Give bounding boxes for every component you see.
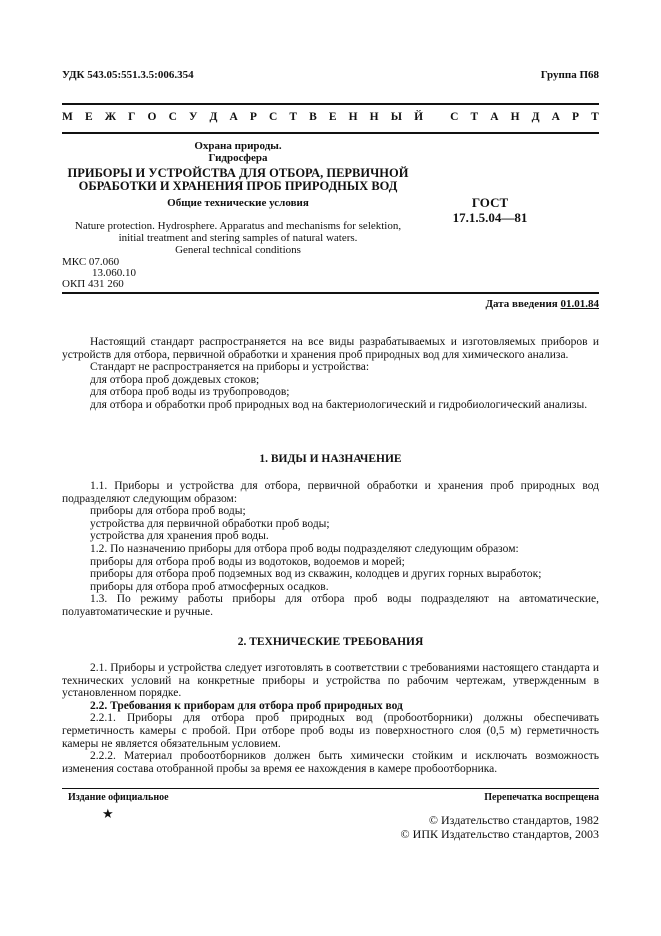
gost-number: 17.1.5.04—81 xyxy=(452,210,528,225)
title-letter: Г xyxy=(128,111,136,123)
section-2-paragraph-2: 2.2.1. Приборы для отбора проб природных вод (пробоотборники) должны обеспечивать герметичность камеры с пробой. При отборе проб воды из поверхностного слоя (0,5 м) герметичность камеры не является обязательным условием. xyxy=(62,712,599,750)
title-letter: Т xyxy=(470,111,479,123)
date-label: Дата введения xyxy=(485,298,558,310)
title-letter: Т xyxy=(289,111,298,123)
section-1-paragraph-4: устройства для хранения проб воды. xyxy=(90,530,269,543)
english-title-1: Nature protection. Hydrosphere. Apparatus and mechanisms for selektion, xyxy=(74,220,402,232)
date-introduction xyxy=(485,298,599,310)
title-letter: М xyxy=(62,111,73,123)
star-icon: ★ xyxy=(102,806,114,821)
title-line-2: Гидросфера xyxy=(208,152,268,164)
title-letter: У xyxy=(188,111,198,123)
section-2-paragraph-1: 2.1. Приборы и устройства следует изготовлять в соответствии с требованиями настоящего стандарта и технических условий на конкретные приборы и устройства по рабочим чертежам, утвержденным в установленном порядке. xyxy=(62,662,599,700)
section-1-heading: 1. ВИДЫ И НАЗНАЧЕНИЕ xyxy=(259,453,402,465)
main-title-1: ПРИБОРЫ И УСТРОЙСТВА ДЛЯ ОТБОРА, ПЕРВИЧНОЙ xyxy=(67,166,409,180)
title-letter: Й xyxy=(414,111,424,123)
section-1-body xyxy=(62,480,599,619)
mks-code-2: 13.060.10 xyxy=(92,267,136,279)
section-1-paragraph-6: приборы для отбора проб воды из водотоков, водоемов и морей; xyxy=(90,555,405,568)
title-letter: Р xyxy=(572,111,580,123)
interstate-title xyxy=(62,111,599,123)
reprint-prohibited: Перепечатка воспрещена xyxy=(484,792,599,803)
footer-rule xyxy=(62,788,599,789)
title-letter: А xyxy=(490,111,499,123)
copyright-2: © ИПК Издательство стандартов, 2003 xyxy=(400,827,599,841)
codes-rule xyxy=(62,292,599,294)
section-1-paragraph-7: приборы для отбора проб подземных вод из скважин, колодцев и других горных выработок; xyxy=(90,568,542,581)
section-1-paragraph-9: 1.3. По режиму работы приборы для отбора проб воды подразделяют на автоматические, полуавтоматические и ручные. xyxy=(62,593,599,618)
title-letter: Т xyxy=(591,111,599,123)
title-letter: Е xyxy=(84,111,93,123)
udk-code: УДК 543.05:551.3.5:006.354 xyxy=(62,69,194,81)
title-letter: О xyxy=(147,111,157,123)
intro-paragraph-5: для отбора и обработки проб природных вод на бактериологический и гидробиологический анализы. xyxy=(90,398,588,411)
title-letter: Р xyxy=(249,111,257,123)
section-1-paragraph-1: 1.1. Приборы и устройства для отбора, первичной обработки и хранения проб природных вод подразделяют следующим образом: xyxy=(62,480,599,505)
section-1-paragraph-2: приборы для отбора проб воды; xyxy=(90,505,246,518)
english-title-3: General technical conditions xyxy=(175,244,301,256)
title-letter: Ы xyxy=(390,111,402,123)
title-letter: С xyxy=(269,111,278,123)
gost-label: ГОСТ xyxy=(471,195,509,210)
section-1-paragraph-3: устройства для первичной обработки проб воды; xyxy=(90,517,330,530)
subtitle: Общие технические условия xyxy=(167,197,309,209)
intro-paragraph-1: Настоящий стандарт распространяется на все виды разрабатываемых и изготовляемых приборов и устройств для отбора, первичной обработки и хранения проб природных вод для химического анализа. xyxy=(62,336,599,361)
title-letter: Д xyxy=(209,111,218,123)
title-letter: Н xyxy=(348,111,358,123)
section-2-subheading: 2.2. Требования к приборам для отбора проб природных вод xyxy=(90,699,403,712)
title-letter: Н xyxy=(369,111,379,123)
title-letter: В xyxy=(309,111,317,123)
section-1-paragraph-5: 1.2. По назначению приборы для отбора проб воды подразделяют следующим образом: xyxy=(90,542,519,555)
title-letter: Н xyxy=(510,111,520,123)
title-letter: Д xyxy=(531,111,540,123)
title-letter: А xyxy=(551,111,560,123)
title-letter: А xyxy=(229,111,238,123)
section-2-paragraph-3: 2.2.2. Материал пробоотборников должен быть химически стойким и исключать возможность изменения состава отобранной пробы за время ее нахождения в камере пробоотборника. xyxy=(62,750,599,775)
intro-paragraph-2: Стандарт не распространяется на приборы и устройства: xyxy=(90,361,370,374)
main-title-2: ОБРАБОТКИ И ХРАНЕНИЯ ПРОБ ПРИРОДНЫХ ВОД xyxy=(78,179,398,193)
title-rule xyxy=(62,132,599,134)
group-code: Группа П68 xyxy=(540,69,599,81)
title-letter: С xyxy=(168,111,177,123)
section-2-heading: 2. ТЕХНИЧЕСКИЕ ТРЕБОВАНИЯ xyxy=(237,636,424,648)
title-line-1: Охрана природы. xyxy=(194,140,282,152)
date-value: 01.01.84 xyxy=(560,298,599,310)
title-gap xyxy=(435,111,438,123)
official-edition: Издание официальное xyxy=(68,792,169,803)
title-letter: С xyxy=(450,111,459,123)
title-letter: Ж xyxy=(104,111,117,123)
intro-section xyxy=(62,336,599,412)
mks-code-1: МКС 07.060 xyxy=(62,256,120,268)
section-2-body xyxy=(62,662,599,775)
okp-code: ОКП 431 260 xyxy=(62,278,124,290)
copyright-1: © Издательство стандартов, 1982 xyxy=(428,813,599,827)
top-rule xyxy=(62,103,599,105)
intro-paragraph-4: для отбора проб воды из трубопроводов; xyxy=(90,386,290,399)
title-letter: Е xyxy=(328,111,337,123)
english-title-2: initial treatment and stering samples of natural waters. xyxy=(118,232,358,244)
section-1-paragraph-8: приборы для отбора проб атмосферных осадков. xyxy=(90,580,329,593)
intro-paragraph-3: для отбора проб дождевых стоков; xyxy=(90,373,260,386)
